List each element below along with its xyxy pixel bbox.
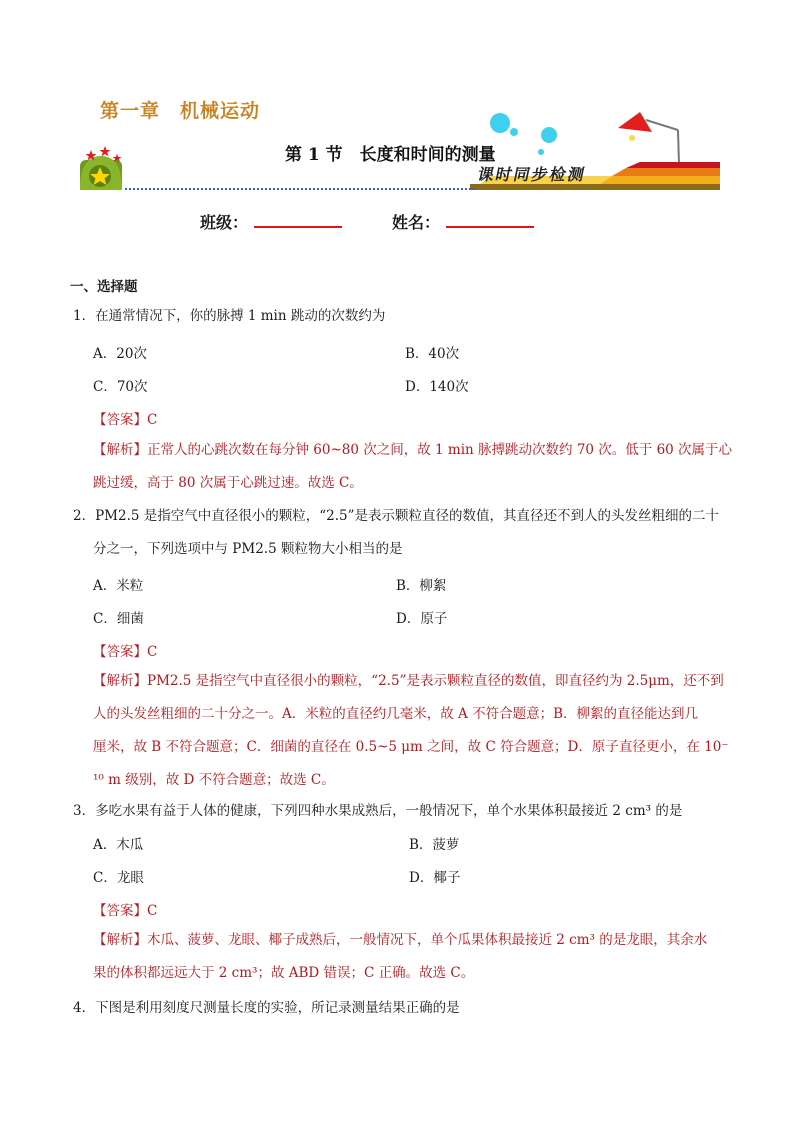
name-label: 姓名：: [392, 213, 441, 232]
banner-label: 课时同步检测: [475, 165, 588, 184]
question-3-option-d: D．椰子: [409, 870, 461, 886]
bubble-icon: [538, 149, 544, 155]
question-1-answer: 【答案】C: [93, 412, 158, 428]
question-4-stem: 4．下图是利用刻度尺测量长度的实验，所记录测量结果正确的是: [73, 1000, 460, 1016]
question-2-answer: 【答案】C: [93, 644, 158, 660]
star-badge-icon: [80, 146, 122, 190]
question-3-option-b: B．菠萝: [409, 837, 460, 853]
question-2-option-b: B．柳絮: [396, 578, 447, 594]
class-blank[interactable]: [254, 212, 342, 228]
section-heading: 一、选择题: [70, 279, 138, 295]
bubble-icon: [510, 128, 518, 136]
desk-lamp-icon: [618, 112, 679, 165]
question-3-answer: 【答案】C: [93, 903, 158, 919]
bubble-icon: [490, 113, 510, 133]
question-3-stem: 3．多吃水果有益于人体的健康，下列四种水果成熟后，一般情况下，单个水果体积最接近 2 cm³ 的是: [73, 803, 683, 819]
question-1-option-b: B．40次: [405, 346, 460, 362]
class-field[interactable]: [200, 210, 342, 233]
dotted-divider: [125, 188, 475, 190]
question-2-stem: 2．PM2.5 是指空气中直径很小的颗粒，“2.5”是表示颗粒直径的数值，其直径还不到人的头发丝粗细的二十 分之一，下列选项中与 PM2.5 颗粒物大小相当的是: [73, 508, 720, 557]
name-blank[interactable]: [446, 212, 534, 228]
question-2-analysis: 【解析】PM2.5 是指空气中直径很小的颗粒，“2.5”是表示颗粒直径的数值，即直径约为 2.5μm，还不到 人的头发丝粗细的二十分之一。A．米粒的直径约几毫米，故 A 不符合题意；B．柳絮的直径能达到几 厘米，故 B 不符合题意；C．细菌的直径在 0.5~5 μm 之间，故 C 符合题意；D．原子直径更小，在 10⁻ ¹⁰ m 级别，故 D 不符合题意；故选 C。: [93, 673, 729, 788]
question-2-option-a: A．米粒: [93, 578, 144, 594]
question-3-option-c: C．龙眼: [93, 870, 144, 886]
name-field[interactable]: [392, 210, 534, 233]
question-1-stem: 1．在通常情况下，你的脉搏 1 min 跳动的次数约为: [73, 308, 386, 324]
question-3-analysis: 【解析】木瓜、菠萝、龙眼、椰子成熟后，一般情况下，单个瓜果体积最接近 2 cm³ 的是龙眼，其余水 果的体积都远远大于 2 cm³；故 ABD 错误；C 正确。故选 C。: [93, 932, 708, 981]
chapter-title: 第一章 机械运动: [100, 100, 261, 122]
question-1-option-a: A．20次: [93, 346, 147, 362]
question-2-option-d: D．原子: [396, 611, 448, 627]
question-1-analysis: 【解析】正常人的心跳次数在每分钟 60~80 次之间，故 1 min 脉搏跳动次数约 70 次。低于 60 次属于心 跳过缓，高于 80 次属于心跳过速。故选 C。: [93, 442, 733, 491]
question-1-option-d: D．140次: [405, 379, 469, 395]
question-3-option-a: A．木瓜: [93, 837, 144, 853]
bubble-icon: [541, 127, 557, 143]
class-label: 班级：: [200, 213, 249, 232]
question-1-option-c: C．70次: [93, 379, 148, 395]
question-2-option-c: C．细菌: [93, 611, 144, 627]
section-title: 第 1 节 长度和时间的测量: [285, 145, 496, 165]
